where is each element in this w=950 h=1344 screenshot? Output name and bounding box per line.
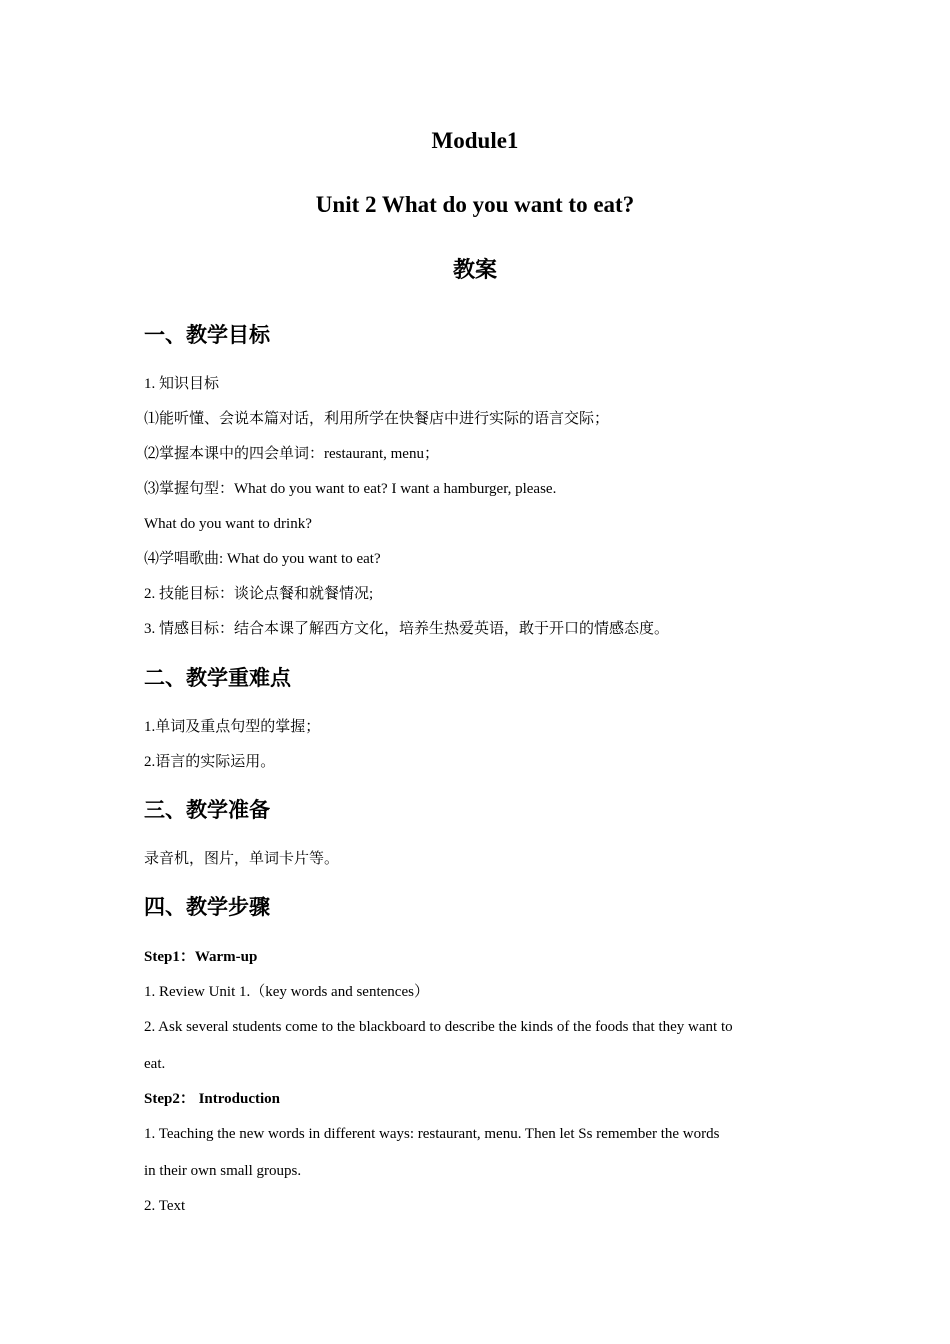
objective-sub-3-cont: What do you want to drink? bbox=[144, 516, 312, 532]
preparation-text: 录音机，图片，单词卡片等。 bbox=[144, 851, 340, 867]
step2-title: Step2： Introduction bbox=[144, 1091, 280, 1107]
key-point-1: 1.单词及重点句型的掌握； bbox=[144, 719, 321, 735]
objective-sub-3: ⑶掌握句型：What do you want to eat? I want a hamburger, please. bbox=[144, 481, 557, 497]
step2-item-1-line1: 1. Teaching the new words in different ways: restaurant, menu. Then let Ss remember the words bbox=[144, 1126, 720, 1142]
doc-type-title: 教案 bbox=[452, 258, 497, 283]
unit-title: Unit 2 What do you want to eat? bbox=[315, 192, 635, 217]
section-heading-objectives: 一、教学目标 bbox=[144, 323, 270, 347]
key-point-2: 2.语言的实际运用。 bbox=[144, 754, 276, 770]
section-heading-steps: 四、教学步骤 bbox=[144, 895, 270, 919]
objective-sub-4: ⑷学唱歌曲: What do you want to eat? bbox=[144, 551, 381, 567]
module-title: Module1 bbox=[431, 128, 519, 153]
step2-item-1-line2: in their own small groups. bbox=[144, 1163, 302, 1179]
step1-item-2-line2: eat. bbox=[144, 1056, 166, 1072]
objective-item-emotion: 3. 情感目标：结合本课了解西方文化，培养生热爱英语，敢于开口的情感态度。 bbox=[144, 621, 670, 637]
section-heading-key-points: 二、教学重难点 bbox=[144, 666, 291, 690]
objective-sub-1: ⑴能听懂、会说本篇对话，利用所学在快餐店中进行实际的语言交际； bbox=[144, 411, 610, 427]
step1-item-2-line1: 2. Ask several students come to the blackboard to describe the kinds of the foods that they want to bbox=[144, 1019, 733, 1035]
objective-item-knowledge: 1. 知识目标 bbox=[144, 376, 220, 392]
objective-sub-2: ⑵掌握本课中的四会单词：restaurant, menu； bbox=[144, 446, 439, 462]
step1-title: Step1：Warm-up bbox=[144, 949, 258, 965]
section-heading-preparation: 三、教学准备 bbox=[144, 798, 270, 822]
objective-item-skill: 2. 技能目标：谈论点餐和就餐情况; bbox=[144, 586, 374, 602]
step2-item-2: 2. Text bbox=[144, 1198, 186, 1214]
step1-item-1: 1. Review Unit 1.（key words and sentences） bbox=[144, 984, 429, 1000]
